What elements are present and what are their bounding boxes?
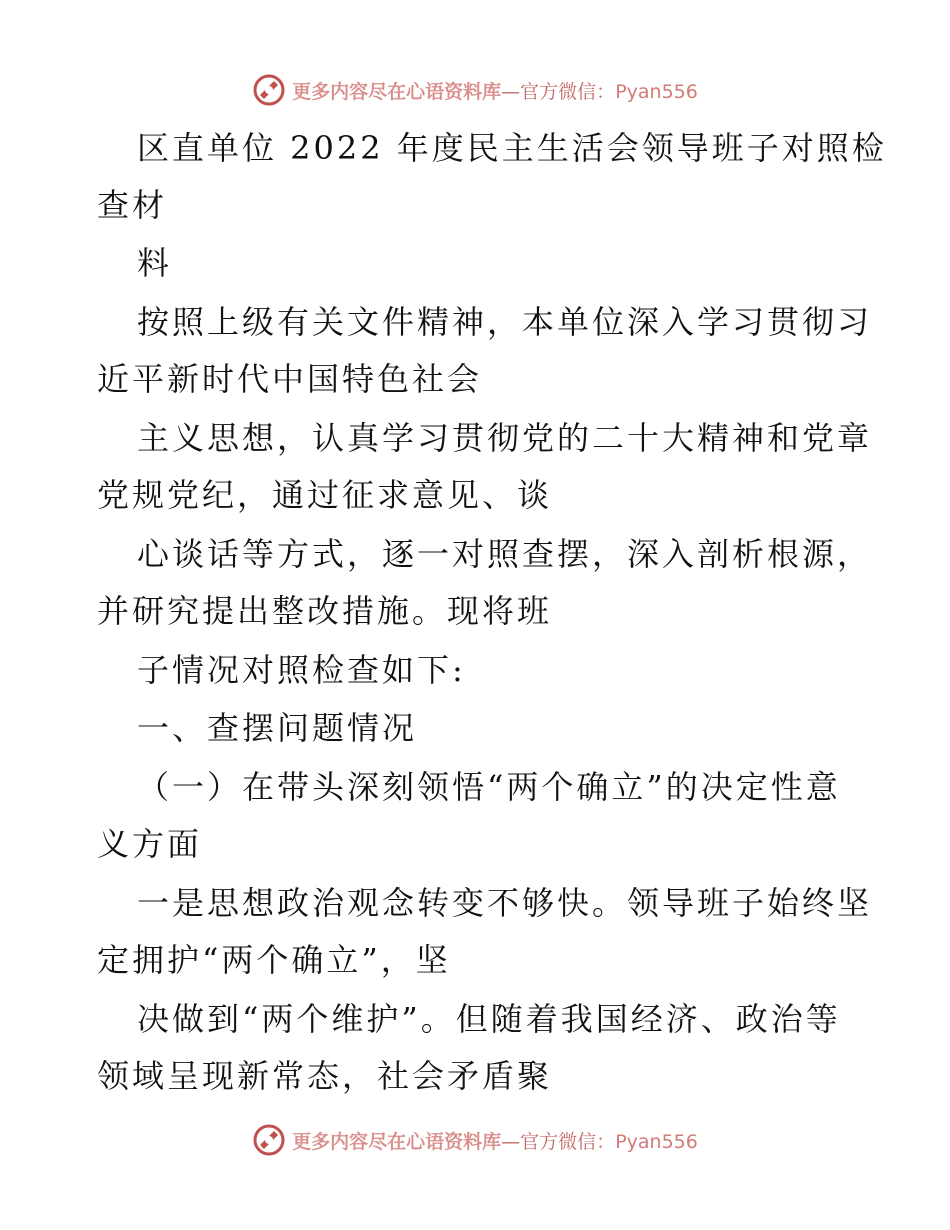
paragraph-line: 心谈话等方式，逐一对照查摆，深入剖析根源， <box>137 535 873 573</box>
watermark-wechat-id: Pyan556 <box>615 1130 698 1153</box>
header-watermark <box>0 70 950 110</box>
paragraph-line: 定拥护“两个确立”，坚 <box>97 941 451 979</box>
brand-logo-icon <box>252 73 286 107</box>
paragraph-line: 并研究提出整改措施。现将班 <box>97 592 553 630</box>
watermark-main-text: 更多内容尽在心语资料库 <box>292 80 502 103</box>
document-title-line: 料 <box>137 244 173 282</box>
watermark-wechat-id: Pyan556 <box>615 80 698 103</box>
paragraph-line: 近平新时代中国特色社会 <box>97 360 483 398</box>
paragraph-line: 子情况对照检查如下: <box>137 651 466 689</box>
watermark-wechat-label: 官方微信： <box>520 1130 616 1153</box>
watermark-separator: — <box>501 1130 521 1153</box>
paragraph-line: 主义思想，认真学习贯彻党的二十大精神和党章 <box>137 419 873 457</box>
paragraph-line: 领域呈现新常态，社会矛盾聚 <box>97 1057 553 1095</box>
paragraph-line: 一是思想政治观念转变不够快。领导班子始终坚 <box>137 884 873 922</box>
brand-logo-icon <box>252 1123 286 1157</box>
subsection-heading: （一）在带头深刻领悟“两个确立”的决定性意 <box>137 768 841 806</box>
document-title-line: 区直单位 2022 年度民主生活会领导班子对照检 <box>137 129 887 167</box>
watermark-separator: — <box>501 80 521 103</box>
watermark-wechat-label: 官方微信： <box>520 80 616 103</box>
section-heading: 一、查摆问题情况 <box>137 709 418 747</box>
subsection-heading: 义方面 <box>97 825 203 863</box>
footer-watermark <box>0 1120 950 1160</box>
document-title-line: 查材 <box>97 186 168 224</box>
paragraph-line: 按照上级有关文件精神，本单位深入学习贯彻习 <box>137 303 873 341</box>
paragraph-line: 党规党纪，通过征求意见、谈 <box>97 476 553 514</box>
watermark-main-text: 更多内容尽在心语资料库 <box>292 1130 502 1153</box>
paragraph-line: 决做到“两个维护”。但随着我国经济、政治等 <box>137 1000 841 1038</box>
